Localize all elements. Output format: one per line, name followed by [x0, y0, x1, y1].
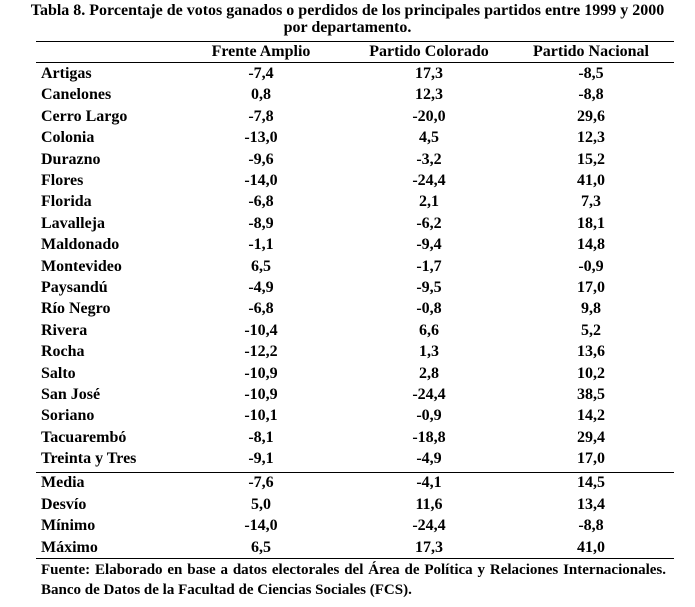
table-cell: 13,4	[577, 495, 605, 513]
row-label: Paysandú	[41, 279, 108, 296]
table-cell: -10,9	[244, 386, 278, 403]
table-cell: 11,6	[415, 495, 443, 513]
table-cell: -10,1	[244, 407, 278, 425]
table-cell: 6,5	[251, 257, 271, 275]
table-row	[36, 427, 674, 448]
table-row	[36, 63, 674, 84]
table-cell: -9,5	[416, 279, 442, 296]
table-cell: -6,8	[248, 193, 274, 211]
table-cell: -9,6	[248, 150, 274, 168]
header-cell-partido-nacional: Partido Nacional	[533, 43, 649, 60]
table-cell: -20,0	[412, 107, 446, 125]
table-cell: -0,8	[416, 300, 442, 318]
table-cell: -12,2	[244, 343, 278, 361]
table-row	[36, 320, 674, 341]
table-cell: -24,4	[412, 517, 446, 534]
row-label: Rivera	[41, 321, 88, 339]
table-cell: -7,8	[248, 107, 274, 125]
table-cell: 2,1	[419, 193, 439, 211]
row-label: Media	[41, 474, 85, 491]
row-label: Florida	[41, 193, 92, 211]
table-cell: 41,0	[577, 538, 605, 556]
table-row	[36, 127, 674, 148]
summary-row	[36, 494, 674, 515]
table-cell: 7,3	[581, 193, 601, 211]
table-row	[36, 448, 674, 469]
row-label: Durazno	[41, 150, 101, 168]
table-row	[36, 298, 674, 319]
table-row	[36, 277, 674, 298]
table-cell: 15,2	[577, 150, 605, 168]
row-label: Treinta y Tres	[41, 450, 137, 468]
table-cell: 6,6	[419, 321, 439, 339]
table-row	[36, 213, 674, 234]
table-cell: -14,0	[244, 517, 278, 534]
table-cell: -8,8	[578, 86, 604, 104]
table-cell: 5,0	[251, 495, 271, 513]
row-label: Cerro Largo	[41, 107, 128, 125]
row-label: Lavalleja	[41, 214, 105, 232]
table-cell: -10,9	[244, 364, 278, 382]
table-cell: 17,3	[415, 65, 443, 82]
table-cell: -3,2	[416, 150, 442, 168]
table-header	[36, 41, 674, 62]
row-label: Desvío	[41, 495, 87, 513]
table-cell: -9,1	[248, 450, 274, 468]
table-cell: 41,0	[577, 172, 605, 189]
header-cell-partido-colorado: Partido Colorado	[369, 43, 489, 60]
table-cell: 10,2	[577, 364, 605, 382]
table-cell: 18,1	[577, 214, 605, 232]
table-cell: -8,5	[578, 65, 604, 82]
table-cell: -7,4	[248, 65, 274, 82]
table-cell: 5,2	[581, 321, 601, 339]
row-label: Flores	[41, 172, 84, 189]
row-label: Canelones	[41, 86, 112, 104]
summary-row	[36, 537, 674, 558]
row-label: Maldonado	[41, 236, 120, 254]
source-note: Fuente: Elaborado en base a datos electorales del Área de Política y Relaciones Internacionales. Banco de Datos de la Facultad de Ciencias Sociales (FCS).	[41, 562, 666, 598]
table-cell: -7,6	[248, 474, 274, 491]
row-label: Montevideo	[41, 257, 122, 275]
table-row	[36, 363, 674, 384]
table-row	[36, 384, 674, 405]
row-label: San José	[41, 386, 101, 403]
row-label: Rocha	[41, 343, 85, 361]
table-cell: 12,3	[577, 129, 605, 147]
table-cell: -4,9	[248, 279, 274, 296]
table-cell: 14,5	[577, 474, 605, 491]
table-cell: 13,6	[577, 343, 605, 361]
table-row	[36, 106, 674, 127]
table-cell: 6,5	[251, 538, 271, 556]
table-cell: -6,2	[416, 214, 442, 232]
table-cell: 1,3	[419, 343, 439, 361]
table-cell: -8,1	[248, 428, 274, 446]
table-cell: -24,4	[412, 172, 446, 189]
table-cell: 12,3	[415, 86, 443, 104]
table-cell: -13,0	[244, 129, 278, 147]
table-row	[36, 234, 674, 255]
table-cell: -1,1	[248, 236, 274, 254]
summary-row	[36, 515, 674, 536]
row-label: Colonia	[41, 129, 95, 147]
table-cell: 9,8	[581, 300, 601, 318]
table-cell: 29,6	[577, 107, 605, 125]
row-label: Soriano	[41, 407, 95, 425]
table-title: Tabla 8. Porcentaje de votos ganados o perdidos de los principales partidos entre 1999 y 2000 por departamento.	[30, 2, 665, 36]
row-label: Mínimo	[41, 517, 96, 534]
row-label: Salto	[41, 364, 76, 382]
bottom-rule	[36, 558, 674, 559]
header-cell-frente-amplio: Frente Amplio	[211, 43, 311, 60]
table-cell: 29,4	[577, 428, 605, 446]
table-cell: 38,5	[577, 386, 605, 403]
table-cell: 17,0	[577, 450, 605, 468]
table-cell: -6,8	[248, 300, 274, 318]
table-cell: 4,5	[419, 129, 439, 147]
row-label: Artigas	[41, 65, 92, 82]
table-cell: -18,8	[412, 428, 446, 446]
table-cell: -0,9	[578, 257, 604, 275]
table-row	[36, 405, 674, 426]
table-row	[36, 170, 674, 191]
table-cell: -10,4	[244, 321, 278, 339]
table-cell: 2,8	[419, 364, 439, 382]
table-cell: -0,9	[416, 407, 442, 425]
table-cell: -4,9	[416, 450, 442, 468]
table-cell: 17,3	[415, 538, 443, 556]
table-cell: 0,8	[251, 86, 271, 104]
table-cell: -14,0	[244, 172, 278, 189]
table-cell: -8,8	[578, 517, 604, 534]
table-cell: -4,1	[416, 474, 442, 491]
table-cell: 17,0	[577, 279, 605, 296]
table-row	[36, 256, 674, 277]
summary-row	[36, 472, 674, 493]
row-label: Tacuarembó	[41, 428, 127, 446]
row-label: Máximo	[41, 538, 98, 556]
table-row	[36, 191, 674, 212]
table-row	[36, 84, 674, 105]
row-label: Río Negro	[41, 300, 111, 318]
table-cell: -9,4	[416, 236, 442, 254]
table-cell: 14,8	[577, 236, 605, 254]
table-cell: -8,9	[248, 214, 274, 232]
table-cell: -1,7	[416, 257, 442, 275]
table-cell: 14,2	[577, 407, 605, 425]
table-row	[36, 149, 674, 170]
table-row	[36, 341, 674, 362]
table-cell: -24,4	[412, 386, 446, 403]
